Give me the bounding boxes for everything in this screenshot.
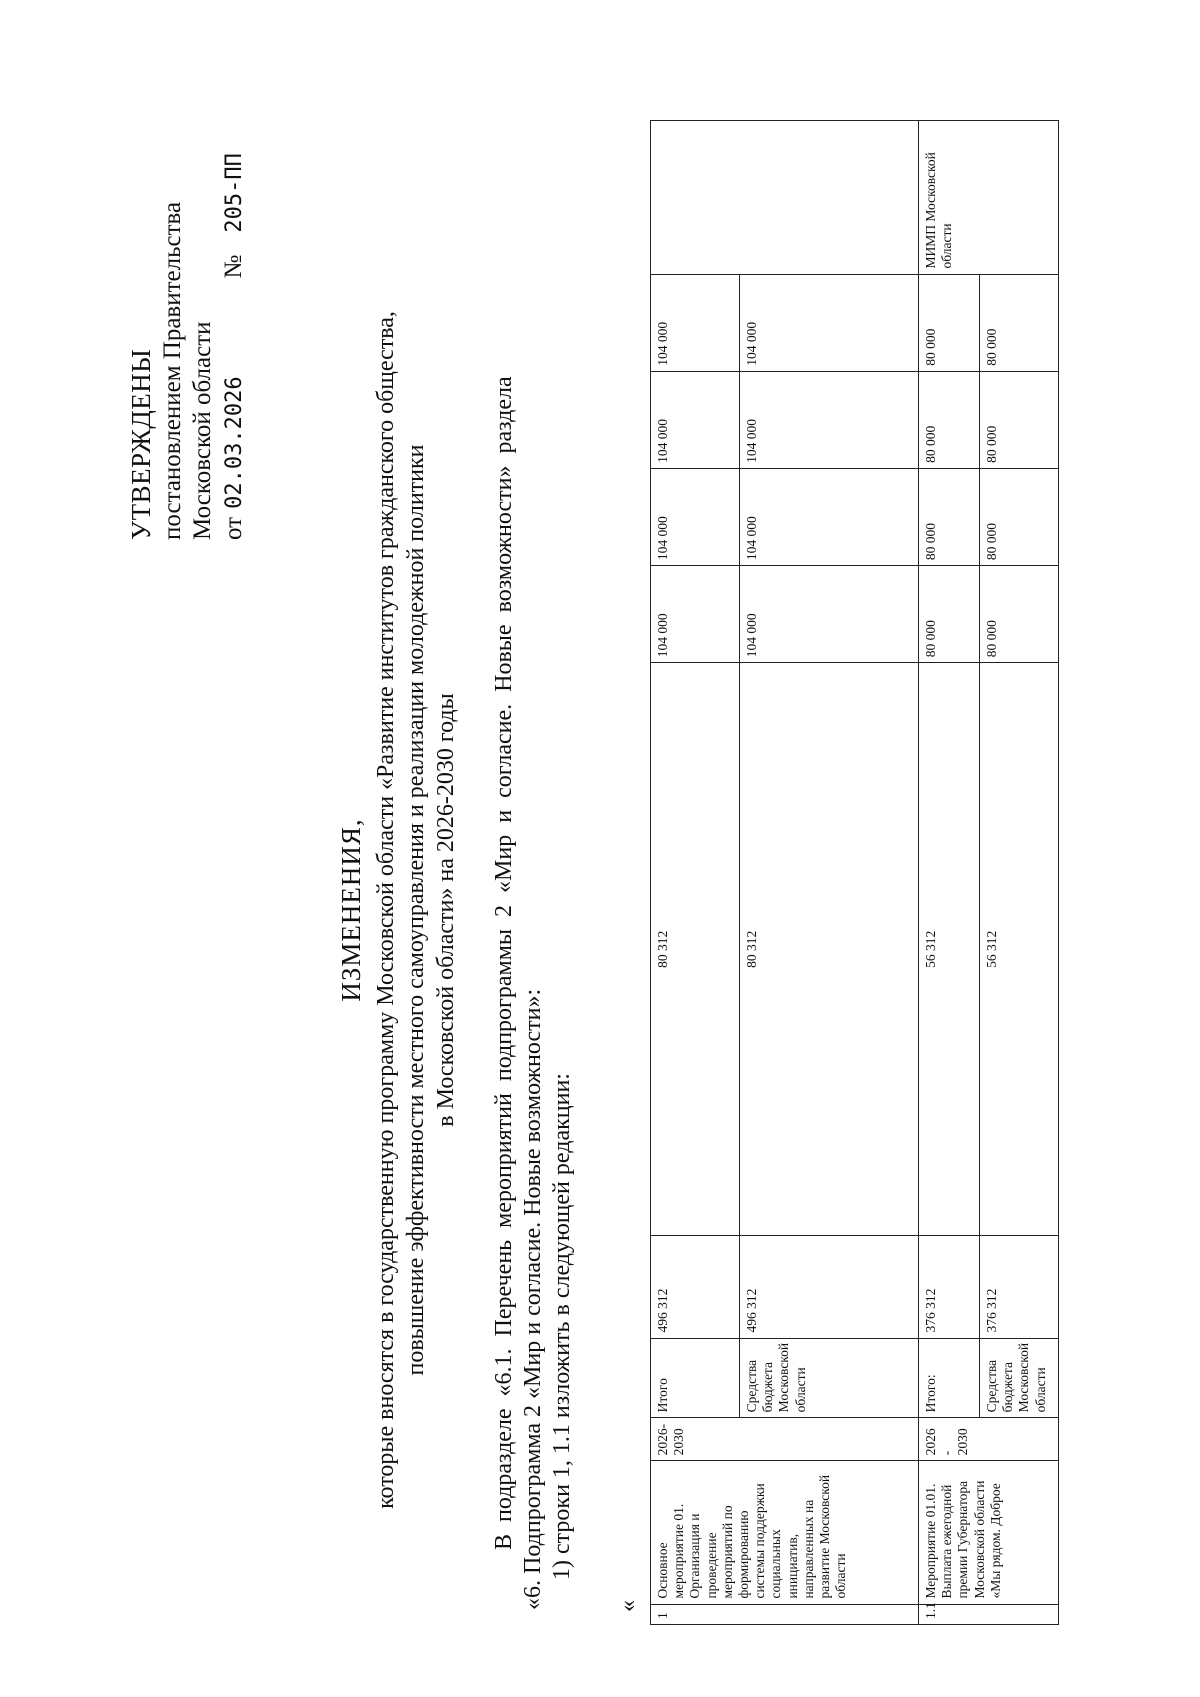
approval-from-label: от (219, 516, 247, 540)
rotated-page (25, 40, 1175, 1680)
intro-text (490, 210, 576, 1610)
approval-number-sign: № (219, 254, 247, 279)
value-2026: 80 312 (651, 663, 740, 1236)
value-2028: 104 000 (651, 468, 740, 565)
intro-paragraph-1: В подразделе «6.1. Перечень мероприятий подпрограммы 2 «Мир и согласие. Новые возможности» раздела (491, 376, 517, 1550)
approval-number: 205-ПП (221, 153, 247, 233)
total-value: 496 312 (651, 1236, 740, 1338)
total-label: Итого (651, 1338, 740, 1418)
table-row (651, 121, 740, 1625)
table-row (919, 121, 980, 1625)
source-2030: 80 000 (980, 274, 1059, 371)
total-value: 376 312 (919, 1236, 980, 1338)
heading-line-1: которые вносятся в государственную программу Московской области «Развитие институтов гражданского общества, (372, 311, 399, 1509)
value-2029: 104 000 (651, 371, 740, 468)
source-2028: 104 000 (740, 468, 919, 565)
measure-years: 2026 - 2030 (919, 1418, 1059, 1461)
approval-line-2: Московской области (189, 321, 217, 540)
opening-quote: « (615, 1600, 641, 1612)
intro-paragraph-2: «6. Подпрограмма 2 «Мир и согласие. Новые возможности»: (519, 988, 546, 1610)
value-2028: 80 000 (919, 468, 980, 565)
source-2026: 56 312 (980, 663, 1059, 1236)
table-row (980, 121, 1059, 1625)
source-2029: 80 000 (980, 371, 1059, 468)
source-2030: 104 000 (740, 274, 919, 371)
source-total: 376 312 (980, 1236, 1059, 1338)
row-number: 1 (651, 1604, 919, 1624)
approval-date: 02.03.2026 (221, 376, 247, 509)
value-2030: 80 000 (919, 274, 980, 371)
executor (651, 121, 919, 275)
measure-years: 2026-2030 (651, 1418, 919, 1461)
table-row (740, 121, 919, 1625)
heading-line-2: повышение эффективности местного самоуправления и реализации молодежной политики (402, 444, 429, 1376)
source-2028: 80 000 (980, 468, 1059, 565)
approval-block (125, 80, 249, 540)
source-total: 496 312 (740, 1236, 919, 1338)
source-2026: 80 312 (740, 663, 919, 1236)
approval-title: УТВЕРЖДЕНЫ (126, 348, 156, 540)
value-2027: 80 000 (919, 566, 980, 663)
source-2029: 104 000 (740, 371, 919, 468)
value-2027: 104 000 (651, 566, 740, 663)
source-label: Средства бюджета Московской области (980, 1338, 1059, 1418)
heading-line-3: в Московской области» на 2026-2030 годы (432, 693, 459, 1127)
source-label: Средства бюджета Московской области (740, 1338, 919, 1418)
intro-paragraph-3: 1) строки 1, 1.1 изложить в следующей редакции: (548, 1073, 575, 1580)
heading-title: ИЗМЕНЕНИЯ, (336, 818, 366, 1002)
approval-line-1: постановлением Правительства (158, 201, 186, 540)
executor: МИМП Московской области (919, 121, 1059, 275)
total-label: Итого: (919, 1338, 980, 1418)
measures-table (650, 120, 1059, 1625)
measure-name: Основное мероприятие 01. Организация и проведение мероприятий по формированию системы поддержки социальных инициатив, направленных на развитие Московской области (651, 1461, 919, 1604)
source-2027: 80 000 (980, 566, 1059, 663)
source-2027: 104 000 (740, 566, 919, 663)
measure-name: Мероприятие 01.01. Выплата ежегодной премии Губернатора Московской области «Мы рядом. Доброе (919, 1461, 1059, 1604)
approval-date-row (219, 80, 250, 540)
value-2030: 104 000 (651, 274, 740, 371)
value-2029: 80 000 (919, 371, 980, 468)
document-heading (335, 260, 461, 1560)
row-number: 1.1 (919, 1604, 1059, 1624)
value-2026: 56 312 (919, 663, 980, 1236)
